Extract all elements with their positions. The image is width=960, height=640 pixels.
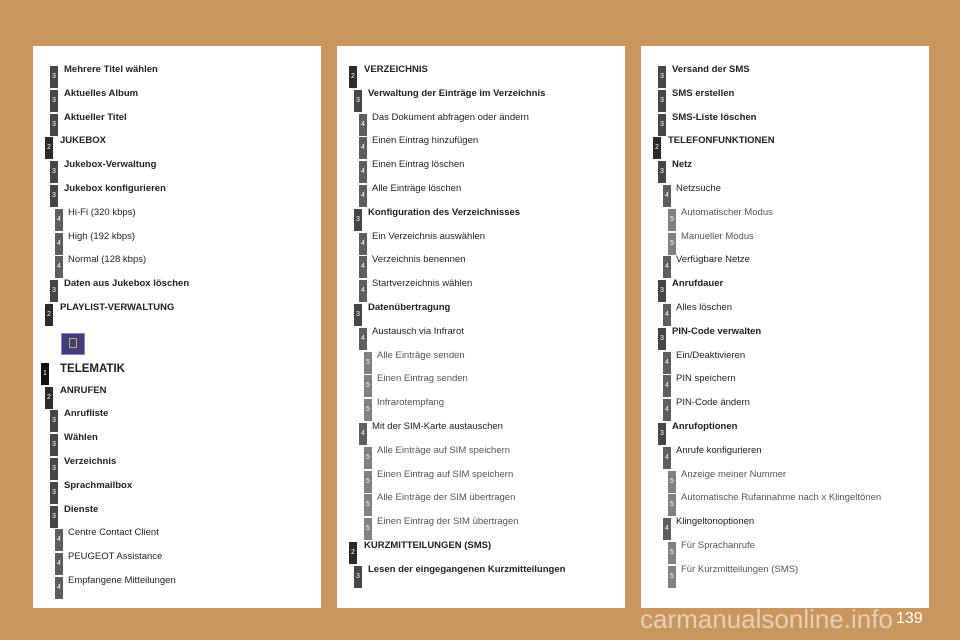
menu-item-label: Datenübertragung	[368, 302, 451, 313]
level-badge: 5	[364, 471, 372, 493]
menu-item	[641, 508, 929, 532]
menu-column-1	[33, 46, 321, 608]
level-badge: 4	[359, 280, 367, 302]
menu-item-label: Netzsuche	[676, 183, 721, 194]
menu-item	[337, 389, 625, 413]
menu-item	[641, 437, 929, 461]
menu-item-label: Das Dokument abfragen oder ändern	[372, 111, 529, 123]
menu-item-label: SMS erstellen	[672, 87, 735, 99]
menu-item-label: PIN speichern	[676, 373, 736, 385]
level-badge: 5	[668, 233, 676, 255]
level-badge: 4	[663, 352, 671, 374]
menu-item-label: Anzeige meiner Nummer	[681, 468, 787, 480]
level-badge: 4	[359, 137, 367, 159]
menu-item-label: ANRUFEN	[60, 384, 107, 396]
level-badge: 4	[663, 399, 671, 421]
menu-item-label: Einen Eintrag löschen	[372, 159, 465, 171]
level-badge: 4	[359, 114, 367, 136]
menu-item-label: Mehrere Titel wählen	[64, 64, 158, 75]
level-badge: 4	[55, 256, 63, 278]
menu-item	[33, 80, 321, 104]
menu-item-label: Anrufe konfigurieren	[676, 444, 762, 456]
level-badge: 2	[349, 66, 357, 88]
level-badge: 4	[55, 209, 63, 231]
menu-item-label: Netz	[672, 159, 693, 171]
menu-item-label: TELEMATIK	[60, 362, 125, 375]
menu-item-label: Startverzeichnis wählen	[372, 278, 473, 290]
level-badge: 3	[658, 280, 666, 302]
menu-item	[33, 56, 321, 80]
level-badge: 4	[55, 577, 63, 599]
level-badge: 4	[55, 529, 63, 551]
menu-column-2	[337, 46, 625, 608]
level-badge: 3	[50, 161, 58, 183]
menu-item	[337, 270, 625, 294]
menu-item-label: PIN-Code ändern	[676, 397, 750, 409]
level-badge: 3	[50, 185, 58, 207]
level-badge: 3	[658, 90, 666, 112]
level-badge: 3	[50, 66, 58, 88]
menu-item-label: Jukebox konfigurieren	[64, 183, 166, 194]
menu-item	[337, 294, 625, 318]
level-badge: 2	[45, 304, 53, 326]
menu-item-label: Einen Eintrag der SIM übertragen	[377, 516, 519, 528]
level-badge: 5	[364, 352, 372, 374]
menu-item-label: Aktueller Titel	[64, 111, 127, 123]
menu-item-label: Infrarotempfang	[377, 397, 445, 409]
menu-item	[641, 389, 929, 413]
menu-item	[641, 151, 929, 175]
menu-item-label: Lesen der eingegangenen Kurzmitteilungen	[368, 563, 566, 575]
menu-item-label: JUKEBOX	[60, 135, 106, 147]
menu-item	[33, 151, 321, 175]
menu-item-label: Verzeichnis	[64, 456, 117, 467]
menu-item	[337, 365, 625, 389]
menu-item-label: Automatischer Modus	[681, 206, 773, 218]
menu-item	[337, 80, 625, 104]
menu-item	[33, 175, 321, 199]
level-badge: 5	[364, 375, 372, 397]
level-badge: 3	[658, 66, 666, 88]
menu-item	[33, 377, 321, 401]
menu-item	[33, 448, 321, 472]
menu-item	[337, 151, 625, 175]
menu-item-label: Ein Verzeichnis auswählen	[372, 230, 486, 242]
menu-item	[337, 175, 625, 199]
level-badge: 3	[50, 458, 58, 480]
level-badge: 4	[663, 375, 671, 397]
level-badge: 3	[658, 161, 666, 183]
menu-item-label: Austausch via Infrarot	[372, 325, 464, 337]
menu-item	[33, 223, 321, 247]
level-badge: 5	[668, 542, 676, 564]
level-badge: 3	[50, 114, 58, 136]
menu-item-label: Centre Contact Client	[68, 527, 159, 539]
level-badge: 5	[364, 447, 372, 469]
menu-item	[641, 127, 929, 151]
menu-item-label: Daten aus Jukebox löschen	[64, 278, 190, 290]
menu-item	[641, 175, 929, 199]
level-badge: 4	[663, 518, 671, 540]
level-badge: 5	[668, 494, 676, 516]
menu-item	[33, 270, 321, 294]
level-badge: 3	[50, 482, 58, 504]
menu-item-label: SMS-Liste löschen	[672, 111, 757, 123]
level-badge: 3	[354, 90, 362, 112]
menu-item-label: Jukebox-Verwaltung	[64, 159, 157, 171]
level-badge: 3	[50, 90, 58, 112]
menu-item	[641, 318, 929, 342]
menu-item	[33, 199, 321, 223]
level-badge: 5	[668, 471, 676, 493]
level-badge: 4	[359, 233, 367, 255]
menu-item-label: PEUGEOT Assistance	[68, 551, 163, 563]
level-badge: 5	[364, 518, 372, 540]
menu-item	[641, 80, 929, 104]
level-badge: 3	[354, 304, 362, 326]
level-badge: 1	[41, 363, 49, 385]
menu-item	[33, 127, 321, 151]
menu-item-label: Mit der SIM-Karte austauschen	[372, 421, 503, 432]
menu-item	[641, 223, 929, 247]
menu-item	[641, 342, 929, 366]
menu-item	[641, 270, 929, 294]
menu-item-label: PIN-Code verwalten	[672, 325, 762, 337]
menu-item	[33, 424, 321, 448]
level-badge: 4	[359, 256, 367, 278]
menu-item	[641, 104, 929, 128]
menu-item-label: Einen Eintrag hinzufügen	[372, 135, 479, 147]
menu-item	[337, 437, 625, 461]
level-badge: 3	[50, 410, 58, 432]
level-badge: 2	[653, 137, 661, 159]
level-badge: 3	[50, 280, 58, 302]
menu-item	[337, 556, 625, 580]
menu-item-label: Dienste	[64, 503, 99, 515]
menu-item-label: Für Kurzmitteilungen (SMS)	[681, 563, 799, 575]
level-badge: 4	[663, 304, 671, 326]
level-badge: 2	[45, 387, 53, 409]
menu-item-label: Wählen	[64, 432, 98, 444]
menu-item-label: Alle Einträge senden	[377, 349, 465, 361]
menu-item-label: Normal (128 kbps)	[68, 254, 147, 266]
level-badge: 3	[354, 566, 362, 588]
level-badge: 3	[50, 506, 58, 528]
menu-item-label: Anrufliste	[64, 408, 109, 420]
menu-item-label: Alle Einträge löschen	[372, 183, 462, 194]
level-badge: 4	[663, 185, 671, 207]
level-badge: 3	[658, 114, 666, 136]
level-badge: 4	[663, 447, 671, 469]
menu-item-label: Alle Einträge auf SIM speichern	[377, 444, 511, 456]
menu-item-label: Empfangene Mitteilungen	[68, 575, 176, 586]
menu-item	[337, 532, 625, 556]
menu-item	[641, 199, 929, 223]
menu-item-label: Automatische Rufannahme nach x Klingeltönen	[681, 492, 882, 504]
level-badge: 4	[359, 423, 367, 445]
menu-item	[337, 56, 625, 80]
level-badge: 4	[663, 256, 671, 278]
menu-item-label: Aktuelles Album	[64, 87, 139, 99]
menu-item	[641, 365, 929, 389]
menu-item	[337, 127, 625, 151]
menu-item-label: Für Sprachanrufe	[681, 540, 755, 551]
menu-item	[33, 472, 321, 496]
menu-item	[33, 246, 321, 270]
menu-item-label: VERZEICHNIS	[364, 64, 428, 75]
level-badge: 2	[349, 542, 357, 564]
menu-item-label: Alle Einträge der SIM übertragen	[377, 492, 516, 504]
menu-item-label: Hi-Fi (320 kbps)	[68, 206, 136, 218]
level-badge: 3	[50, 434, 58, 456]
menu-item-label: Konfiguration des Verzeichnisses	[368, 206, 521, 218]
level-badge: 4	[55, 553, 63, 575]
level-badge: 3	[658, 328, 666, 350]
menu-item-label: Anrufdauer	[672, 278, 724, 290]
menu-item	[33, 353, 321, 377]
menu-item-label: Manueller Modus	[681, 230, 754, 242]
menu-item-label: Einen Eintrag senden	[377, 373, 468, 385]
menu-item-label: Klingeltonoptionen	[676, 516, 755, 528]
menu-item	[337, 223, 625, 247]
menu-column-3	[641, 46, 929, 608]
page-number: 139	[896, 610, 923, 627]
watermark: carmanualsonline.info	[640, 604, 893, 634]
menu-item	[337, 318, 625, 342]
menu-item	[641, 246, 929, 270]
menu-item	[337, 413, 625, 437]
level-badge: 5	[364, 494, 372, 516]
menu-item-label: Alles löschen	[676, 302, 732, 313]
menu-item	[33, 104, 321, 128]
menu-item	[337, 342, 625, 366]
menu-item-label: Anrufoptionen	[672, 421, 738, 432]
menu-item-label: Einen Eintrag auf SIM speichern	[377, 468, 514, 480]
menu-item	[337, 508, 625, 532]
menu-item-label: PLAYLIST-VERWALTUNG	[60, 302, 175, 313]
menu-item-label: KURZMITTEILUNGEN (SMS)	[364, 540, 492, 551]
menu-item	[33, 294, 321, 318]
level-badge: 5	[668, 209, 676, 231]
menu-item	[33, 496, 321, 520]
level-badge: 5	[364, 399, 372, 421]
menu-item	[641, 484, 929, 508]
menu-item	[33, 543, 321, 567]
level-badge: 4	[359, 185, 367, 207]
menu-item-label: TELEFONFUNKTIONEN	[668, 135, 775, 147]
menu-item-label: Verzeichnis benennen	[372, 254, 466, 266]
level-badge: 4	[359, 161, 367, 183]
level-badge: 3	[658, 423, 666, 445]
menu-item-label: Versand der SMS	[672, 64, 750, 75]
menu-item	[337, 484, 625, 508]
menu-item-label: Verwaltung der Einträge im Verzeichnis	[368, 87, 546, 99]
menu-item-label: Sprachmailbox	[64, 479, 133, 491]
menu-item	[641, 413, 929, 437]
menu-item	[337, 246, 625, 270]
level-badge: 4	[55, 233, 63, 255]
menu-item	[641, 556, 929, 580]
menu-item	[33, 400, 321, 424]
menu-item	[641, 56, 929, 80]
menu-item-label: Ein/Deaktivieren	[676, 349, 746, 361]
menu-item	[337, 461, 625, 485]
menu-item	[33, 519, 321, 543]
menu-item	[33, 567, 321, 591]
level-badge: 5	[668, 566, 676, 588]
menu-item-label: Verfügbare Netze	[676, 254, 750, 266]
telematics-icon	[61, 333, 85, 355]
level-badge: 3	[354, 209, 362, 231]
menu-item	[337, 104, 625, 128]
menu-item	[641, 294, 929, 318]
level-badge: 4	[359, 328, 367, 350]
menu-item	[641, 532, 929, 556]
level-badge: 2	[45, 137, 53, 159]
menu-item-label: High (192 kbps)	[68, 230, 136, 242]
menu-item	[641, 461, 929, 485]
menu-item	[337, 199, 625, 223]
